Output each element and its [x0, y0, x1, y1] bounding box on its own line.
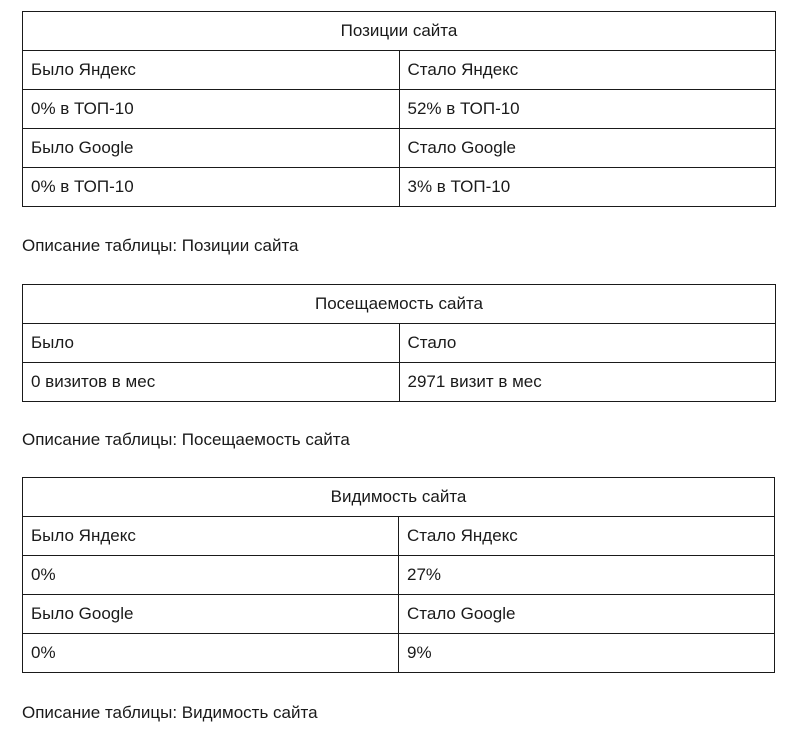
table-cell: 27% — [399, 556, 775, 595]
table-row — [23, 634, 775, 673]
table-title: Позиции сайта — [23, 12, 776, 51]
table-row — [23, 517, 775, 556]
table-cell: Было Яндекс — [23, 517, 399, 556]
table-cell: Было — [23, 324, 400, 363]
table-title: Посещаемость сайта — [23, 285, 776, 324]
table-row — [23, 595, 775, 634]
traffic-table — [22, 284, 776, 402]
table-cell: 0 визитов в мес — [23, 363, 400, 402]
table-header-row — [23, 478, 775, 517]
table-row — [23, 51, 776, 90]
table-caption: Описание таблицы: Видимость сайта — [22, 703, 318, 722]
table-cell: Было Яндекс — [23, 51, 400, 90]
positions-table — [22, 11, 776, 207]
table-header-row — [23, 285, 776, 324]
table-cell: 2971 визит в мес — [399, 363, 776, 402]
table-header-row — [23, 12, 776, 51]
table-row — [23, 556, 775, 595]
table-cell: Было Google — [23, 595, 399, 634]
table-row — [23, 168, 776, 207]
table-cell: 0% в ТОП-10 — [23, 90, 400, 129]
table-cell: Стало Google — [399, 129, 776, 168]
table-caption: Описание таблицы: Посещаемость сайта — [22, 430, 350, 449]
table-cell: 9% — [399, 634, 775, 673]
table-caption: Описание таблицы: Позиции сайта — [22, 236, 299, 255]
table-cell: 3% в ТОП-10 — [399, 168, 776, 207]
table-cell: Было Google — [23, 129, 400, 168]
table-cell: 0% — [23, 556, 399, 595]
table-cell: 52% в ТОП-10 — [399, 90, 776, 129]
table-row — [23, 363, 776, 402]
table-row — [23, 90, 776, 129]
table-title: Видимость сайта — [23, 478, 775, 517]
table-row — [23, 324, 776, 363]
table-cell: Стало Google — [399, 595, 775, 634]
visibility-table — [22, 477, 775, 673]
table-cell: Стало Яндекс — [399, 517, 775, 556]
table-cell: 0% — [23, 634, 399, 673]
table-cell: Стало Яндекс — [399, 51, 776, 90]
table-cell: Стало — [399, 324, 776, 363]
table-row — [23, 129, 776, 168]
table-cell: 0% в ТОП-10 — [23, 168, 400, 207]
